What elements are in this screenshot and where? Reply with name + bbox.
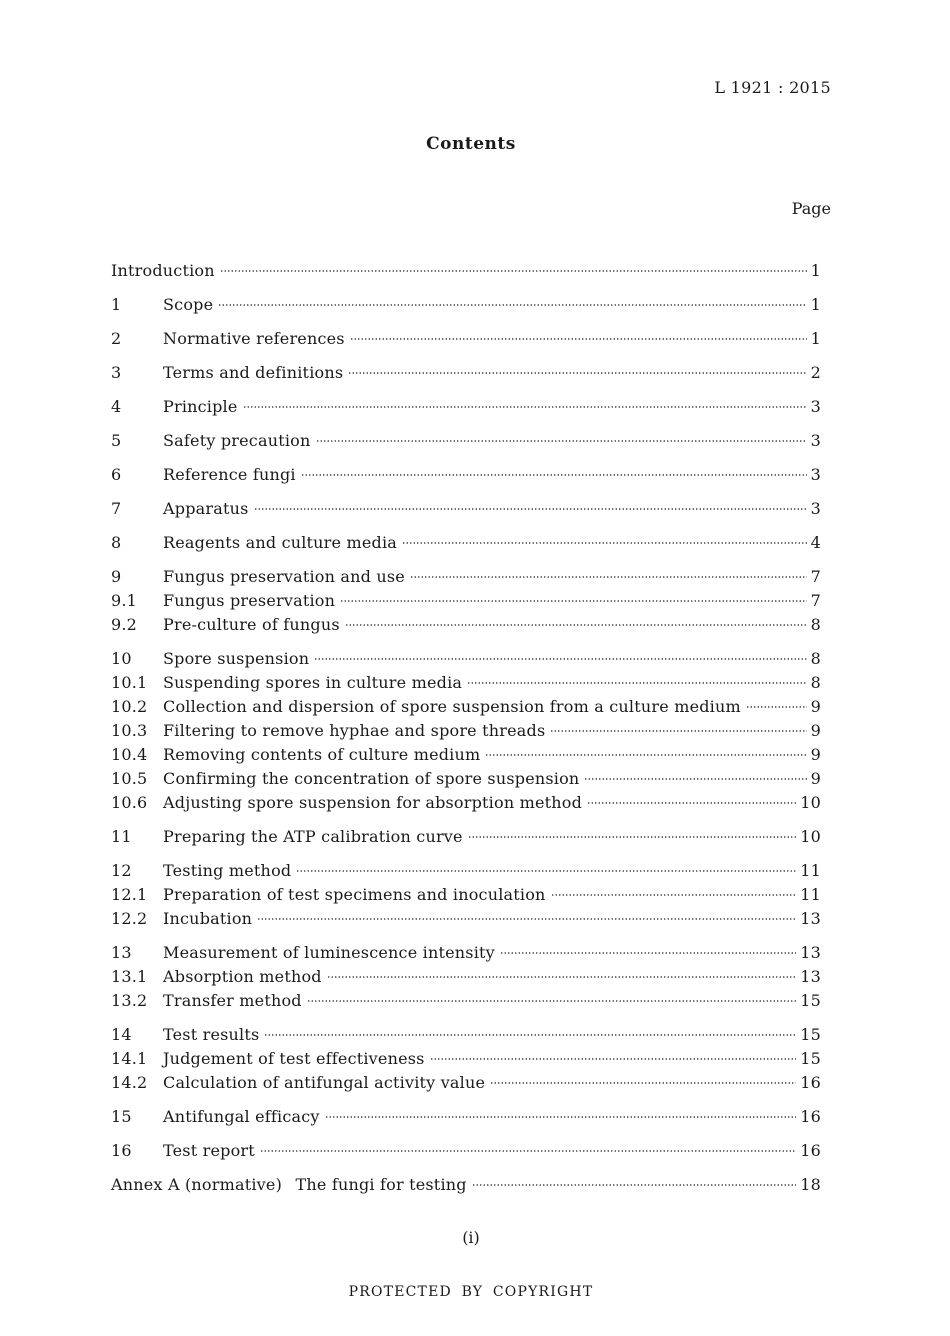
toc-entry-label: Normative references: [163, 329, 345, 348]
toc-sections: [111, 295, 821, 1175]
toc-entry-7[interactable]: [111, 499, 821, 523]
toc-entry-number: 9.1: [111, 591, 138, 610]
toc-entry-label: Suspending spores in culture media: [163, 673, 463, 692]
toc-entry-label: Transfer method: [163, 991, 302, 1010]
toc-entry-4[interactable]: [111, 397, 821, 421]
toc-entry-number: 14.2: [111, 1073, 148, 1092]
toc-entry-page: 16: [800, 1141, 821, 1160]
toc-entry-number: 7: [111, 499, 122, 518]
table-of-contents: [111, 261, 821, 1199]
toc-entry-page: 2: [810, 363, 821, 382]
toc-entry-label: Pre-culture of fungus: [163, 615, 340, 634]
toc-entry-12[interactable]: [111, 861, 821, 885]
dot-leader: [264, 1034, 796, 1036]
toc-entry-page: 1: [810, 295, 821, 314]
toc-entry-label: Measurement of luminescence intensity: [163, 943, 495, 962]
toc-entry-number: 12.1: [111, 885, 148, 904]
toc-entry-introduction[interactable]: [111, 261, 821, 285]
dot-leader: [472, 1184, 797, 1186]
dot-leader: [410, 576, 807, 578]
dot-leader: [402, 542, 807, 544]
toc-entry-annex-a[interactable]: [111, 1175, 821, 1199]
toc-entry-page: 13: [800, 909, 821, 928]
toc-entry-page: 16: [800, 1073, 821, 1092]
toc-entry-number: 13.1: [111, 967, 148, 986]
toc-entry-1[interactable]: [111, 295, 821, 319]
toc-entry-14-2[interactable]: [111, 1073, 821, 1097]
dot-leader: [325, 1116, 797, 1118]
toc-entry-page: 15: [800, 1025, 821, 1044]
toc-entry-12-2[interactable]: [111, 909, 821, 933]
toc-entry-10-1[interactable]: [111, 673, 821, 697]
toc-entry-number: 10.2: [111, 697, 148, 716]
toc-entry-9-2[interactable]: [111, 615, 821, 639]
toc-entry-2[interactable]: [111, 329, 821, 353]
toc-entry-number: 10.4: [111, 745, 148, 764]
toc-entry-number: 10.5: [111, 769, 148, 788]
dot-leader: [430, 1058, 797, 1060]
toc-entry-label: Terms and definitions: [163, 363, 344, 382]
toc-entry-15[interactable]: [111, 1107, 821, 1131]
toc-entry-label: Calculation of antifungal activity value: [163, 1073, 486, 1092]
toc-entry-label: Annex A (normative) The fungi for testing: [111, 1175, 467, 1194]
toc-entry-label: Testing method: [163, 861, 292, 880]
toc-entry-10-2[interactable]: [111, 697, 821, 721]
toc-entry-page: 18: [800, 1175, 821, 1194]
toc-entry-page: 3: [810, 397, 821, 416]
toc-entry-page: 15: [800, 1049, 821, 1068]
toc-entry-10-5[interactable]: [111, 769, 821, 793]
toc-entry-page: 10: [800, 827, 821, 846]
dot-leader: [350, 338, 807, 340]
dot-leader: [746, 706, 807, 708]
dot-leader: [490, 1082, 796, 1084]
toc-entry-number: 2: [111, 329, 122, 348]
toc-entry-label: Fungus preservation: [163, 591, 336, 610]
toc-entry-label: Reference fungi: [163, 465, 296, 484]
dot-leader: [467, 682, 806, 684]
dot-leader: [260, 1150, 796, 1152]
toc-entry-9-1[interactable]: [111, 591, 821, 615]
toc-entry-10[interactable]: [111, 649, 821, 673]
toc-entry-page: 9: [810, 769, 821, 788]
dot-leader: [551, 894, 797, 896]
toc-entry-label: Removing contents of culture medium: [163, 745, 481, 764]
toc-entry-number: 12: [111, 861, 132, 880]
toc-entry-3[interactable]: [111, 363, 821, 387]
toc-entry-page: 9: [810, 721, 821, 740]
toc-entry-label: Preparation of test specimens and inoculation: [163, 885, 546, 904]
copyright-notice: PROTECTED BY COPYRIGHT: [348, 1284, 594, 1300]
dot-leader: [243, 406, 807, 408]
toc-entry-page: 9: [810, 697, 821, 716]
toc-entry-label: Safety precaution: [163, 431, 311, 450]
toc-entry-number: 15: [111, 1107, 132, 1126]
toc-entry-number: 3: [111, 363, 122, 382]
toc-entry-8[interactable]: [111, 533, 821, 557]
toc-entry-number: 14: [111, 1025, 132, 1044]
toc-entry-label: Incubation: [163, 909, 253, 928]
toc-entry-number: 10: [111, 649, 132, 668]
toc-entry-page: 13: [800, 967, 821, 986]
toc-entry-label: Test report: [163, 1141, 255, 1160]
toc-entry-number: 4: [111, 397, 122, 416]
toc-entry-number: 13.2: [111, 991, 148, 1010]
toc-entry-page: 11: [800, 861, 821, 880]
dot-leader: [550, 730, 806, 732]
toc-entry-page: 16: [800, 1107, 821, 1126]
toc-entry-number: 16: [111, 1141, 132, 1160]
toc-entry-page: 3: [810, 499, 821, 518]
toc-entry-10-3[interactable]: [111, 721, 821, 745]
toc-entry-label: Filtering to remove hyphae and spore threads: [163, 721, 546, 740]
dot-leader: [314, 658, 806, 660]
standard-number: L 1921 : 2015: [714, 78, 831, 97]
dot-leader: [340, 600, 807, 602]
toc-entry-number: 1: [111, 295, 122, 314]
toc-entry-number: 13: [111, 943, 132, 962]
toc-entry-page: 9: [810, 745, 821, 764]
toc-entry-page: 8: [810, 673, 821, 692]
dot-leader: [345, 624, 807, 626]
toc-entry-page: 8: [810, 649, 821, 668]
toc-entry-page: 1: [810, 261, 821, 280]
dot-leader: [254, 508, 807, 510]
toc-entry-16[interactable]: [111, 1141, 821, 1165]
toc-entry-page: 3: [810, 465, 821, 484]
toc-entry-label: Reagents and culture media: [163, 533, 398, 552]
toc-entry-page: 7: [810, 567, 821, 586]
toc-entry-label: Apparatus: [163, 499, 249, 518]
dot-leader: [307, 1000, 796, 1002]
toc-entry-number: 8: [111, 533, 122, 552]
toc-entry-page: 7: [810, 591, 821, 610]
toc-entry-14-1[interactable]: [111, 1049, 821, 1073]
toc-entry-number: 10.6: [111, 793, 148, 812]
toc-entry-number: 14.1: [111, 1049, 148, 1068]
page-column-label: Page: [791, 199, 831, 218]
toc-entry-label: Judgement of test effectiveness: [163, 1049, 425, 1068]
toc-entry-number: 5: [111, 431, 122, 450]
dot-leader: [587, 802, 796, 804]
toc-entry-12-1[interactable]: [111, 885, 821, 909]
toc-entry-label: Scope: [163, 295, 214, 314]
dot-leader: [584, 778, 806, 780]
toc-entry-number: 9.2: [111, 615, 138, 634]
page-folio: (i): [462, 1228, 480, 1247]
toc-entry-page: 1: [810, 329, 821, 348]
toc-entry-label: Antifungal efficacy: [163, 1107, 320, 1126]
toc-entry-11[interactable]: [111, 827, 821, 851]
dot-leader: [257, 918, 796, 920]
toc-entry-page: 4: [810, 533, 821, 552]
toc-entry-label: Collection and dispersion of spore suspension from a culture medium: [163, 697, 741, 716]
dot-leader: [348, 372, 806, 374]
toc-entry-number: 6: [111, 465, 122, 484]
toc-entry-label: Test results: [163, 1025, 260, 1044]
toc-entry-14[interactable]: [111, 1025, 821, 1049]
toc-entry-page: 3: [810, 431, 821, 450]
toc-entry-9[interactable]: [111, 567, 821, 591]
dot-leader: [468, 836, 797, 838]
toc-entry-5[interactable]: [111, 431, 821, 455]
toc-entry-label: Introduction: [111, 261, 215, 280]
toc-entry-label: Confirming the concentration of spore suspension: [163, 769, 580, 788]
toc-entry-10-6[interactable]: [111, 793, 821, 817]
toc-entry-6[interactable]: [111, 465, 821, 489]
toc-entry-page: 15: [800, 991, 821, 1010]
toc-entry-label: Preparing the ATP calibration curve: [163, 827, 463, 846]
toc-entry-label: Absorption method: [163, 967, 322, 986]
toc-entry-number: 9: [111, 567, 122, 586]
dot-leader: [218, 304, 806, 306]
toc-entry-label: Adjusting spore suspension for absorption method: [163, 793, 583, 812]
toc-entry-page: 10: [800, 793, 821, 812]
toc-entry-number: 11: [111, 827, 132, 846]
toc-entry-number: 10.1: [111, 673, 148, 692]
toc-entry-page: 8: [810, 615, 821, 634]
dot-leader: [316, 440, 807, 442]
toc-entry-label: Fungus preservation and use: [163, 567, 405, 586]
toc-entry-page: 11: [800, 885, 821, 904]
toc-entry-10-4[interactable]: [111, 745, 821, 769]
toc-entry-13-2[interactable]: [111, 991, 821, 1015]
dot-leader: [485, 754, 806, 756]
toc-entry-number: 12.2: [111, 909, 148, 928]
toc-entry-number: 10.3: [111, 721, 148, 740]
page-title: Contents: [426, 134, 516, 154]
toc-entry-13[interactable]: [111, 943, 821, 967]
toc-entry-label: Spore suspension: [163, 649, 310, 668]
dot-leader: [296, 870, 796, 872]
toc-entry-page: 13: [800, 943, 821, 962]
toc-entry-13-1[interactable]: [111, 967, 821, 991]
dot-leader: [220, 270, 807, 272]
dot-leader: [500, 952, 796, 954]
dot-leader: [301, 474, 807, 476]
toc-entry-label: Principle: [163, 397, 238, 416]
dot-leader: [327, 976, 796, 978]
